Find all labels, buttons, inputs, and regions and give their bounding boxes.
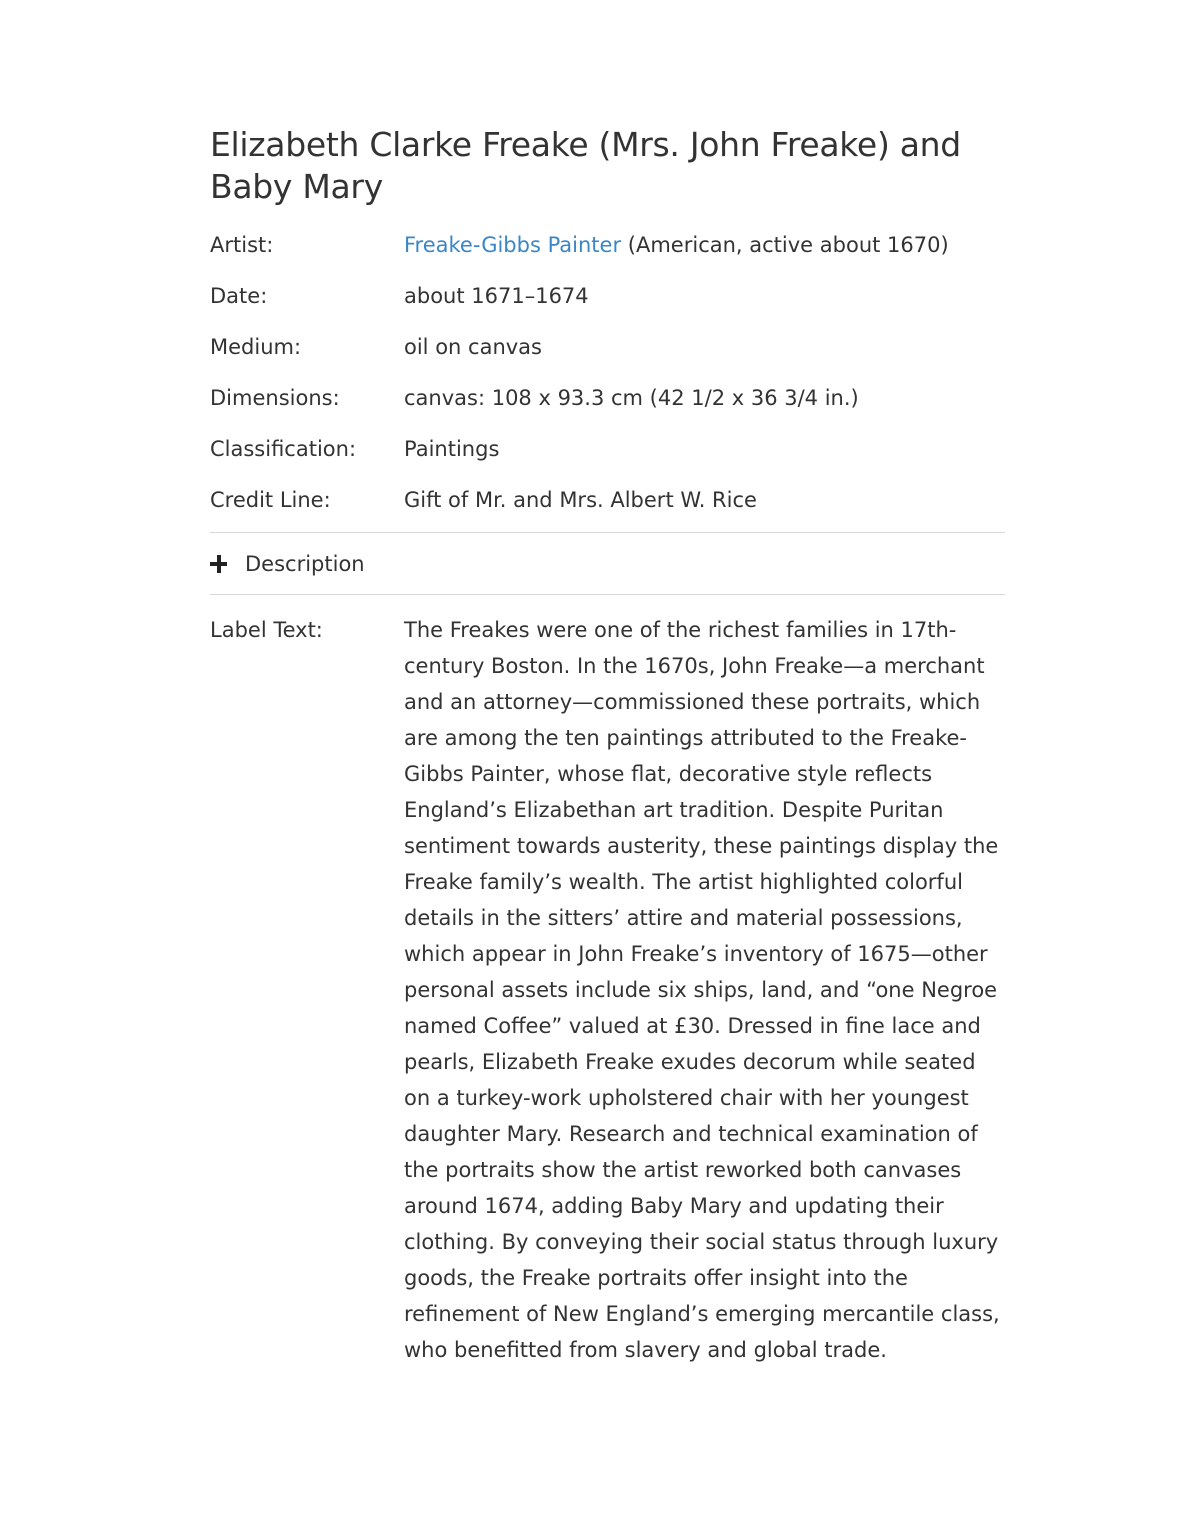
- page-title: Elizabeth Clarke Freake (Mrs. John Freake) and Baby Mary: [210, 125, 961, 206]
- label-text-body: The Freakes were one of the richest families in 17th-century Boston. In the 1670s, John Freake—a merchant and an attorney—commissioned these portraits, which are among the ten paintings attributed to the Freake-Gibbs Painter, whose flat, decorative style reflects England’s Elizabethan art tradition. Despite Puritan sentiment towards austerity, these paintings display the Freake family’s wealth. The artist highlighted colorful details in the sitters’ attire and material possessions, which appear in John Freake’s inventory of 1675—other personal assets include six ships, land, and “one Negroe named Coffee” valued at £30. Dressed in fine lace and pearls, Elizabeth Freake exudes decorum while seated on a turkey-work upholstered chair with her youngest daughter Mary. Research and technical examination of the portraits show the artist reworked both canvases around 1674, adding Baby Mary and updating their clothing. By conveying their social status through luxury goods, the Freake portraits offer insight into the refinement of New England’s emerging mercantile class, who benefitted from slavery and global trade.: [404, 618, 1000, 1362]
- credit-line-label: Credit Line:: [210, 488, 331, 512]
- label-text-label: Label Text:: [210, 618, 323, 642]
- label-text-row: [210, 612, 1005, 1368]
- description-toggle-label: Description: [245, 552, 365, 576]
- divider-bottom: [210, 594, 1005, 595]
- classification-value: Paintings: [404, 437, 500, 461]
- medium-row: [210, 322, 1005, 373]
- dimensions-value: canvas: 108 x 93.3 cm (42 1/2 x 36 3/4 in.): [404, 386, 859, 410]
- artist-row: [210, 220, 1005, 271]
- dimensions-label: Dimensions:: [210, 386, 340, 410]
- classification-label: Classification:: [210, 437, 357, 461]
- date-value: about 1671–1674: [404, 284, 589, 308]
- date-row: [210, 271, 1005, 322]
- dimensions-row: [210, 373, 1005, 424]
- description-toggle-button[interactable]: [210, 534, 1005, 594]
- artist-label: Artist:: [210, 233, 274, 257]
- classification-row: [210, 424, 1005, 475]
- artist-nationality: (American, active about 1670): [621, 233, 949, 257]
- credit-line-value: Gift of Mr. and Mrs. Albert W. Rice: [404, 488, 757, 512]
- plus-icon: [210, 555, 228, 573]
- artwork-detail: [210, 124, 1005, 1368]
- medium-label: Medium:: [210, 335, 302, 359]
- metadata-list: [210, 220, 1005, 526]
- artist-link[interactable]: Freake-Gibbs Painter: [404, 233, 622, 257]
- medium-value: oil on canvas: [404, 335, 542, 359]
- date-label: Date:: [210, 284, 268, 308]
- credit-line-row: [210, 475, 1005, 526]
- divider-top: [210, 532, 1005, 533]
- artist-value: [404, 220, 1005, 271]
